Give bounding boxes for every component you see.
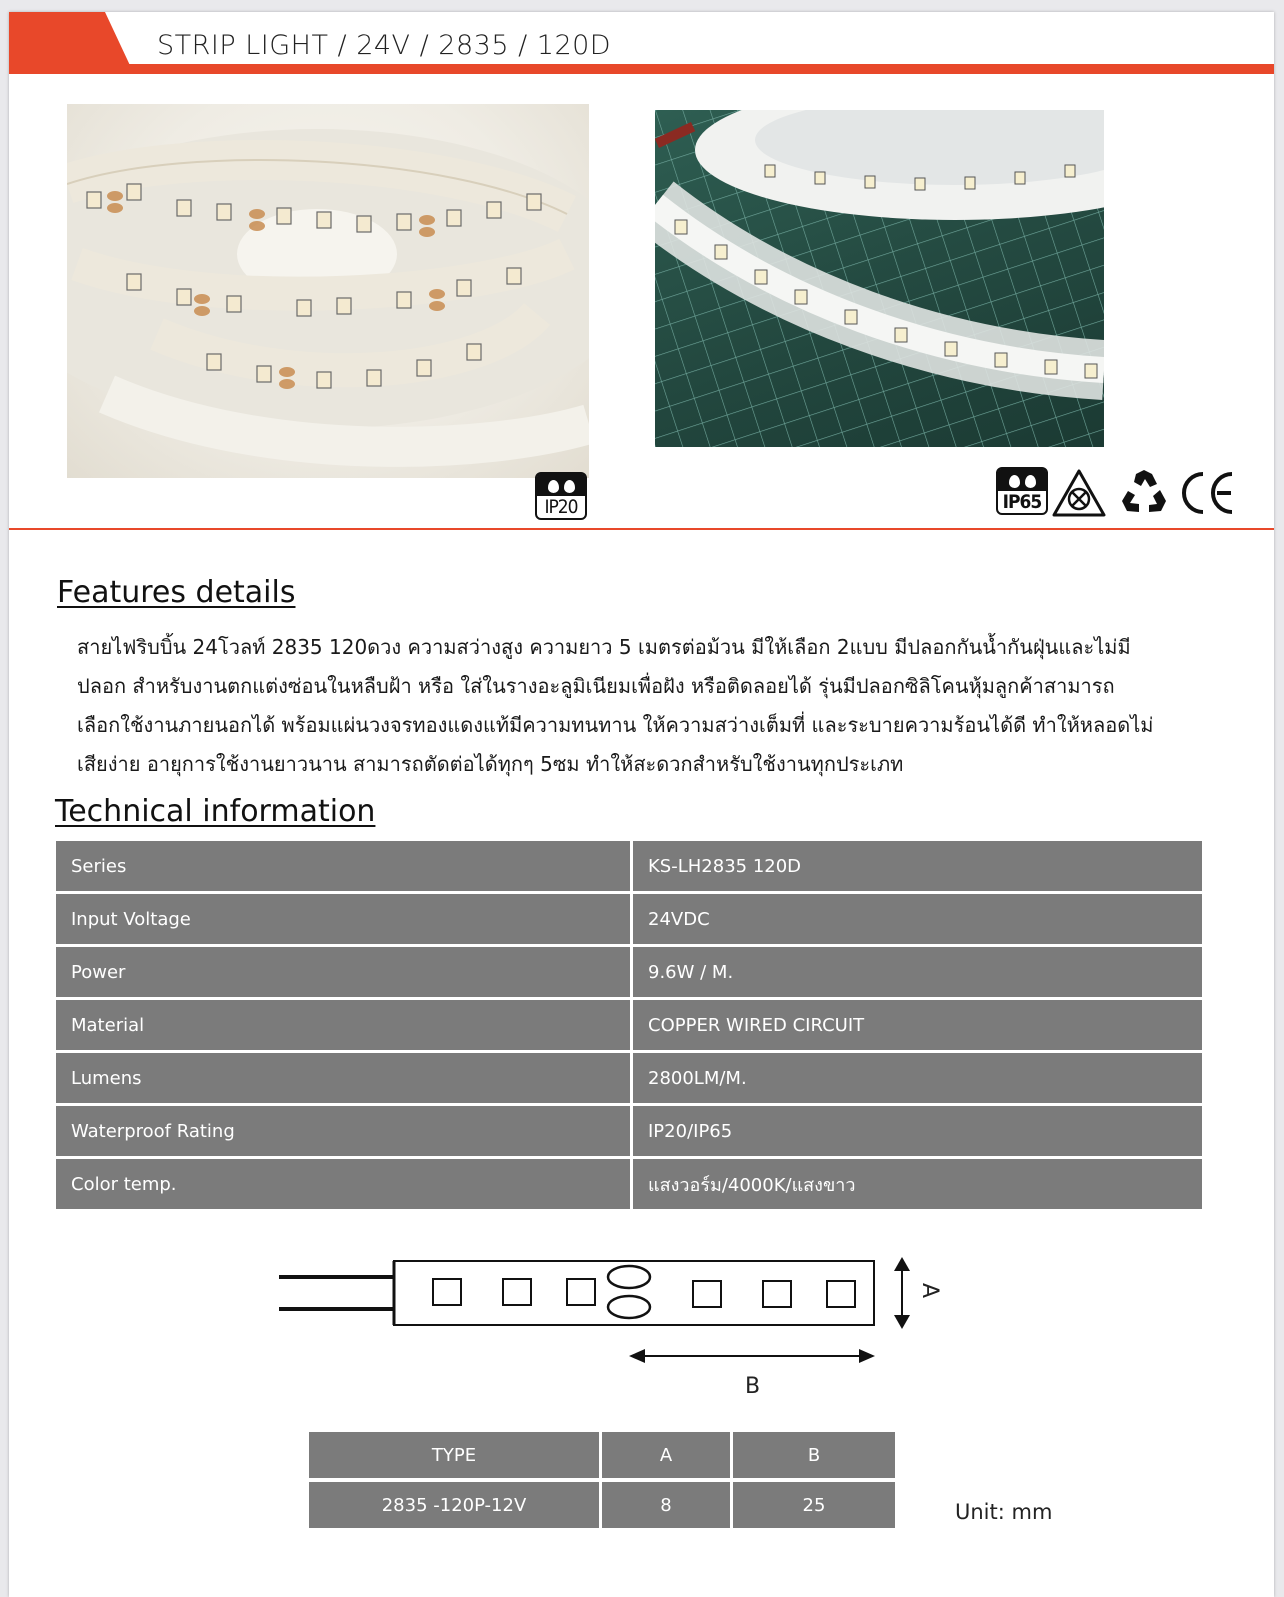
strip-dimension-diagram	[279, 1257, 979, 1407]
header-bar	[9, 64, 1274, 74]
spec-value: IP20/IP65	[633, 1106, 1202, 1156]
dimension-label-a: A	[917, 1283, 942, 1299]
section-divider	[9, 528, 1274, 530]
technical-title: Technical information	[55, 794, 376, 829]
product-datasheet	[9, 12, 1274, 1597]
spec-value: 24VDC	[633, 894, 1202, 944]
table-row	[56, 1159, 1202, 1209]
spec-key: Power	[56, 947, 630, 997]
table-cell: 8	[602, 1482, 730, 1528]
spec-key: Series	[56, 841, 630, 891]
unit-label: Unit: mm	[955, 1500, 1053, 1524]
features-line: ปลอก สำหรับงานตกแต่งซ่อนในหลืบฝ้า หรือ ใส่ในรางอะลูมิเนียมเพื่อฝัง หรือติดลอยได้ รุ่นมีปลอกซิลิโคนหุ้มลูกค้าสามารถ	[77, 674, 1115, 698]
table-row	[56, 841, 1202, 891]
recycle-icon	[1119, 467, 1169, 517]
spec-value: 9.6W / M.	[633, 947, 1202, 997]
spec-key: Input Voltage	[56, 894, 630, 944]
spec-value: KS-LH2835 120D	[633, 841, 1202, 891]
column-header: TYPE	[309, 1432, 599, 1478]
spec-key: Color temp.	[56, 1159, 630, 1209]
spec-key: Waterproof Rating	[56, 1106, 630, 1156]
table-row	[56, 947, 1202, 997]
spec-key: Material	[56, 1000, 630, 1050]
product-photo-silicone	[655, 110, 1104, 447]
table-cell: 2835 -120P-12V	[309, 1482, 599, 1528]
spec-value: แสงวอร์ม/4000K/แสงขาว	[633, 1159, 1202, 1209]
spec-table	[56, 841, 1202, 1212]
features-line: สายไฟริบบิ้น 24โวลท์ 2835 120ดวง ความสว่างสูง ความยาว 5 เมตรต่อม้วน มีให้เลือก 2แบบ มีปลอกกันน้ำกันฝุ่นและไม่มี	[77, 635, 1131, 659]
ip65-badge-icon: IP65	[996, 467, 1048, 515]
product-photo-reel	[67, 104, 589, 478]
table-row	[309, 1482, 898, 1528]
features-line: เสียง่าย อายุการใช้งานยาวนาน สามารถตัดต่อได้ทุกๆ 5ซม ทำให้สะดวกสำหรับใช้งานทุกประเภท	[77, 752, 904, 776]
header-accent-tab	[9, 12, 134, 74]
dimension-label-b: B	[745, 1374, 761, 1399]
column-header: B	[733, 1432, 895, 1478]
product-title: STRIP LIGHT / 24V / 2835 / 120D	[157, 30, 612, 61]
table-header-row	[309, 1432, 898, 1478]
table-row	[56, 1053, 1202, 1103]
spec-key: Lumens	[56, 1053, 630, 1103]
table-row	[56, 894, 1202, 944]
table-row	[56, 1000, 1202, 1050]
ip20-badge-icon: IP20	[535, 472, 587, 520]
spec-value: COPPER WIRED CIRCUIT	[633, 1000, 1202, 1050]
table-cell: 25	[733, 1482, 895, 1528]
features-title: Features details	[57, 575, 296, 610]
features-description	[77, 628, 1172, 784]
features-line: เลือกใช้งานภายนอกได้ พร้อมแผ่นวงจรทองแดงแท้มีความทนทาน ให้ความสว่างเต็มที่ และระบายความร้อนได้ดี ทำให้หลอดไม่	[77, 713, 1154, 737]
table-row	[56, 1106, 1202, 1156]
ce-mark-icon	[1179, 470, 1237, 516]
spec-value: 2800LM/M.	[633, 1053, 1202, 1103]
dimension-table	[309, 1432, 898, 1532]
column-header: A	[602, 1432, 730, 1478]
no-mercury-icon	[1051, 467, 1107, 519]
